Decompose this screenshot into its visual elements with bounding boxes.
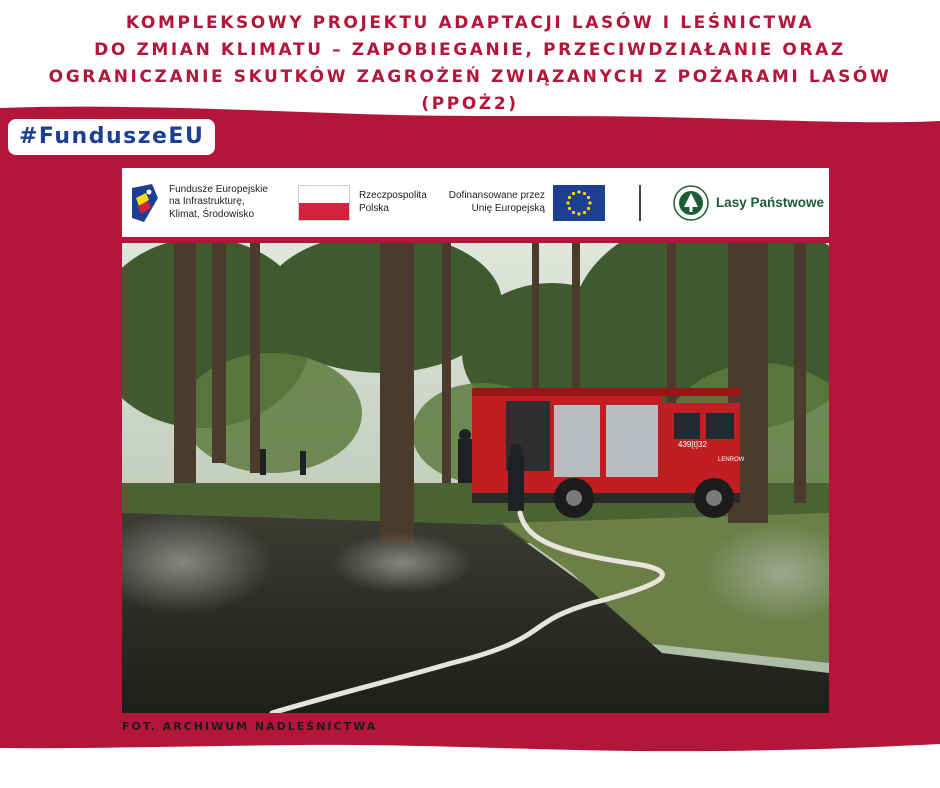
photo-caption: FOT. ARCHIWUM NADLEŚNICTWA: [122, 720, 378, 733]
page-title: [0, 10, 940, 118]
title-line-3: OGRANICZANIE SKUTKÓW ZAGROŻEŃ ZWIĄZANYCH Z POŻARAMI LASÓW: [48, 67, 892, 87]
fe-line-2: na Infrastrukturę,: [169, 196, 245, 208]
pl-line-1: Rzeczpospolita: [358, 190, 427, 201]
pl-line-2: Polska: [358, 202, 389, 214]
eu-line-2: Unię Europejską: [471, 202, 545, 214]
pl-logo: [268, 185, 427, 221]
title-line-1: KOMPLEKSOWY PROJEKTU ADAPTACJI LASÓW I LEŚNICTWA: [125, 13, 815, 33]
title-line-2: DO ZMIAN KLIMATU – ZAPOBIEGANIE, PRZECIWDZIAŁANIE ORAZ: [94, 40, 846, 60]
fe-line-1: Fundusze Europejskie: [169, 183, 268, 195]
forest-fire-photo: [122, 243, 829, 713]
polish-flag-icon: [298, 185, 350, 221]
fundusze-europejskie-icon: [132, 184, 158, 222]
lp-name: Lasy Państwowe: [715, 195, 824, 210]
title-line-4: (PPOŻ2): [421, 94, 519, 114]
fe-line-3: Klimat, Środowisko: [169, 208, 255, 220]
logo-bar: [122, 168, 829, 237]
lasy-panstwowe-tree-icon: [673, 185, 709, 221]
hashtag-badge: #FunduszeEU: [8, 119, 215, 155]
fe-logo: [122, 184, 268, 222]
eu-logo: [449, 185, 605, 221]
truck-plate: 439[t]32: [678, 440, 707, 449]
lp-logo: [673, 185, 824, 221]
truck-city: LENROW: [718, 457, 745, 463]
logo-divider: [639, 185, 641, 221]
eu-line-1: Dofinansowane przez: [448, 190, 545, 201]
eu-flag-icon: [553, 185, 605, 221]
